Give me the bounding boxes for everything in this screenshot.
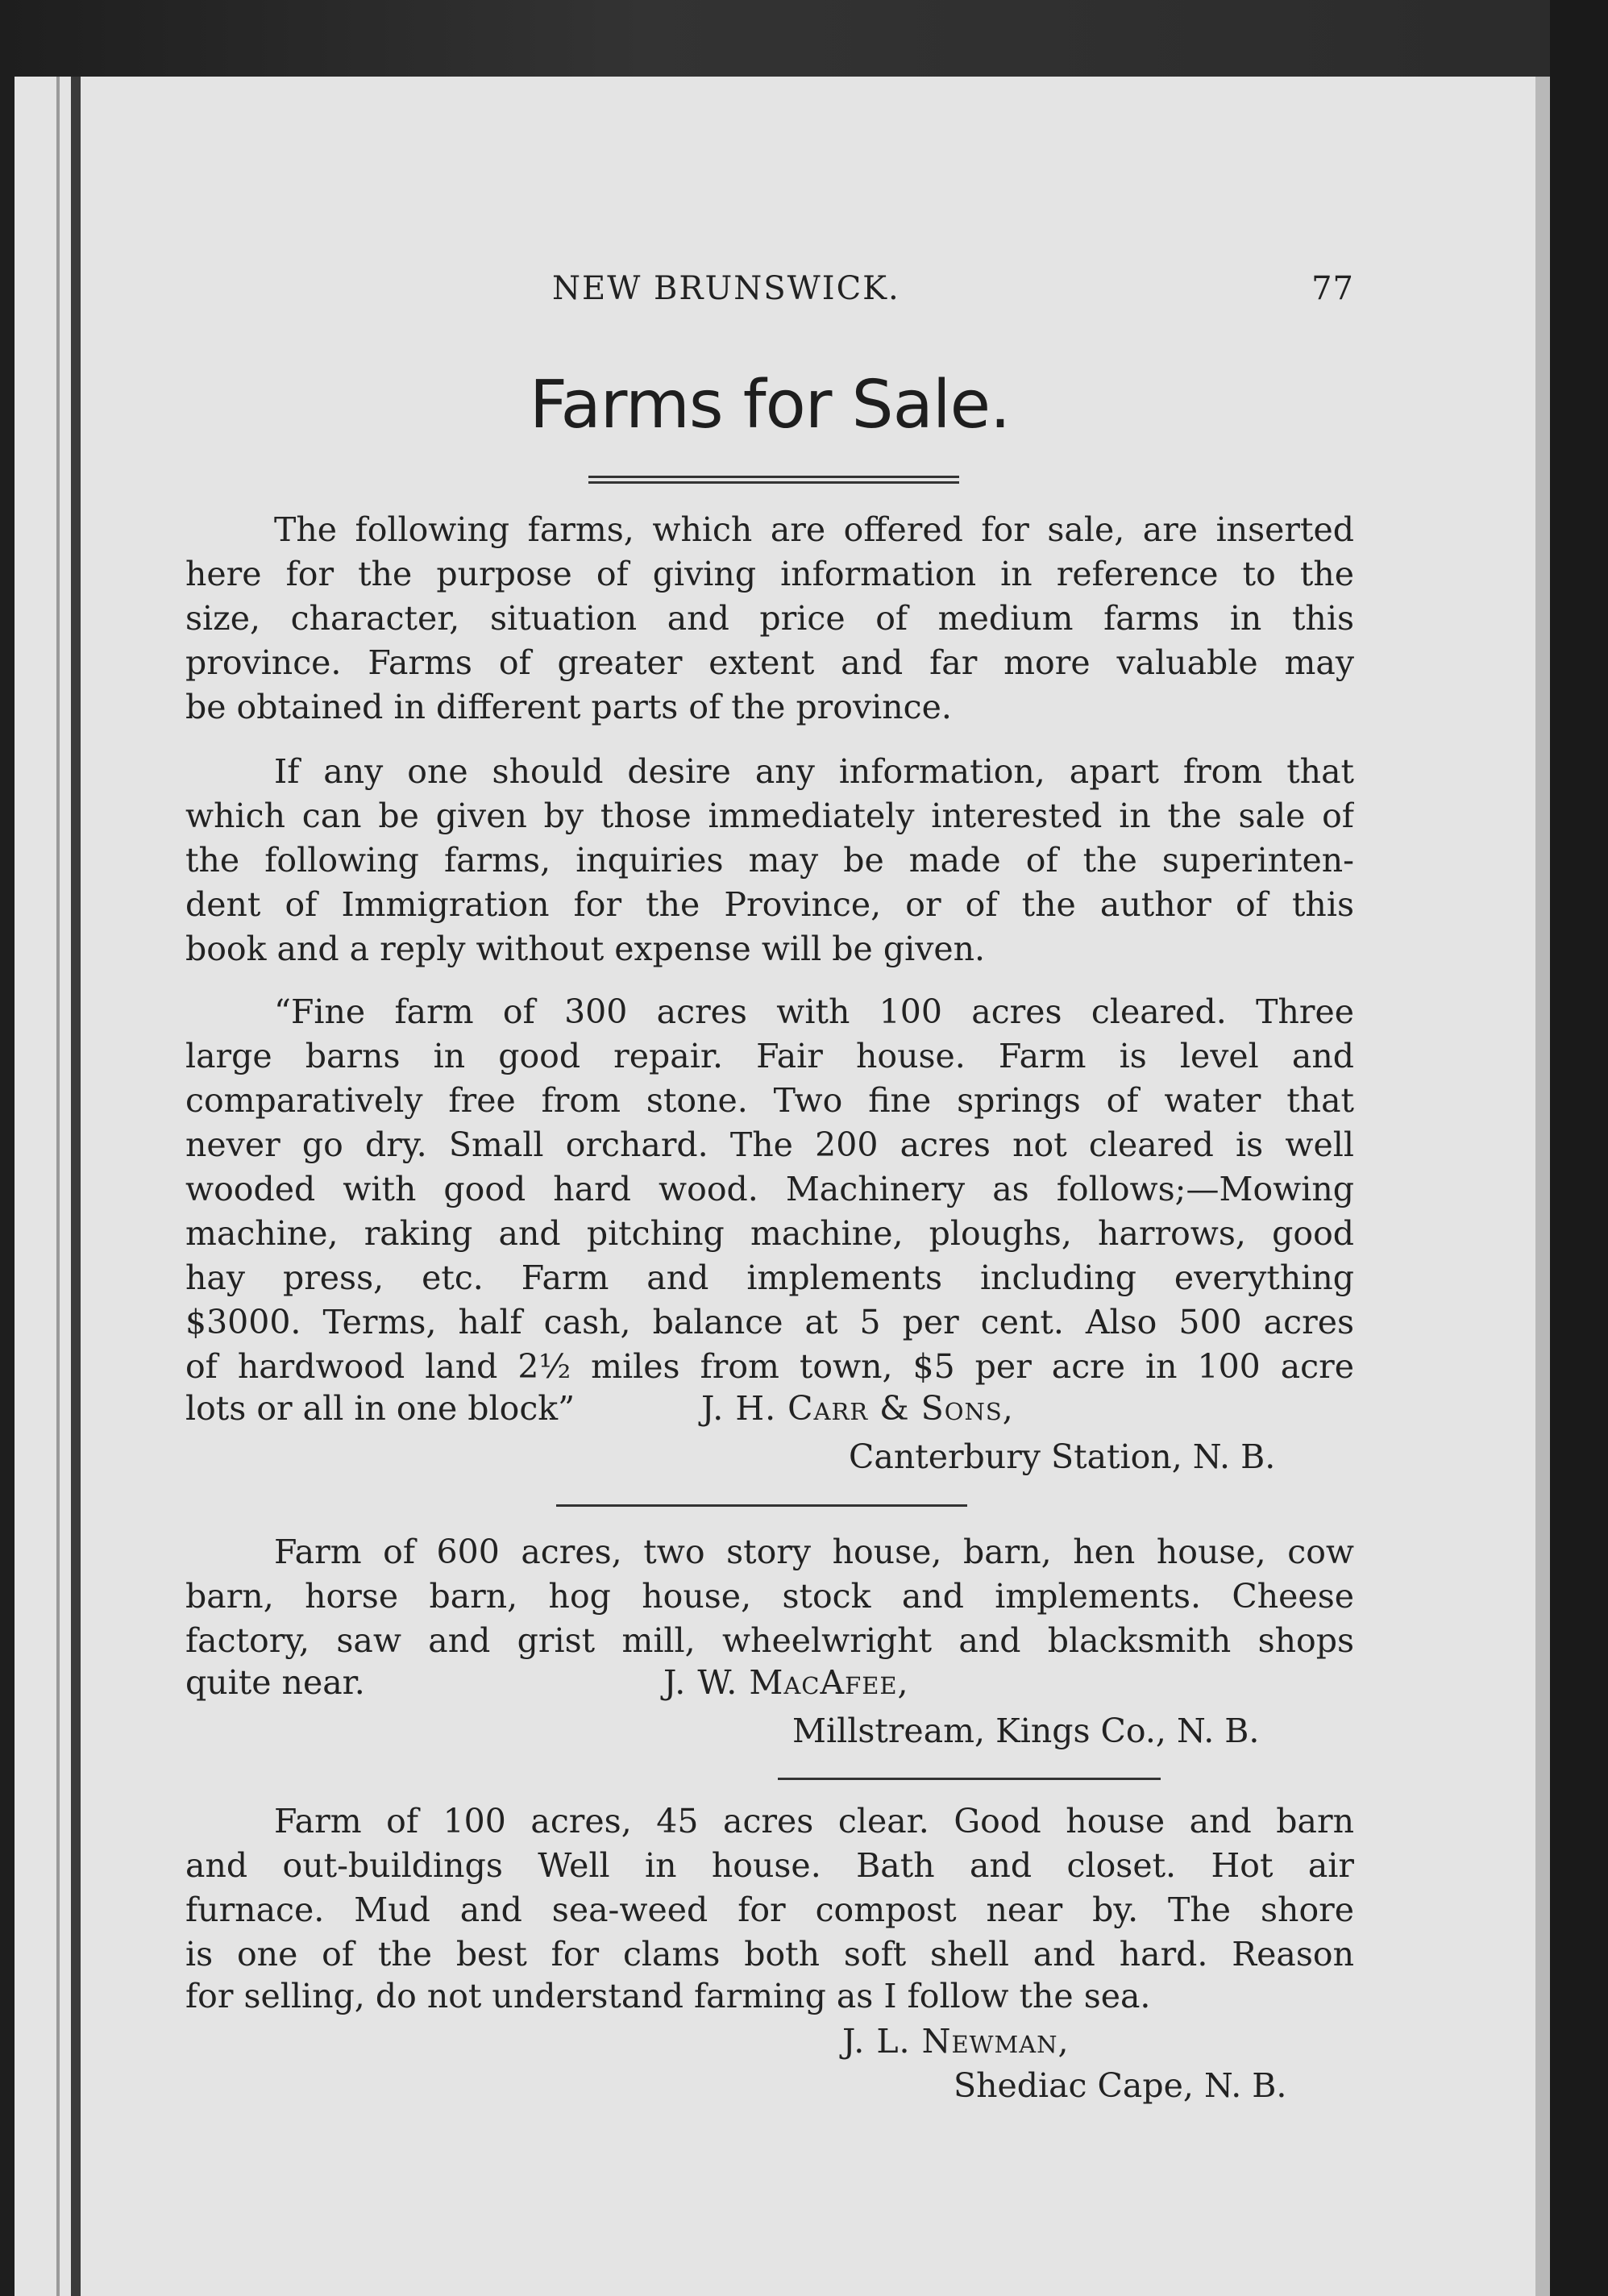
listing-separator: [556, 1504, 967, 1507]
text-line: Farm of 100 acres, 45 acres clear. Good house and barn: [274, 1802, 1354, 1841]
binding-edge-thin: [56, 77, 60, 2296]
text-line: large barns in good repair. Fair house. Farm is level and: [185, 1037, 1354, 1075]
text-line: dent of Immigration for the Province, or of the author of this: [185, 885, 1354, 924]
text-line: barn, horse barn, hog house, stock and implements. Cheese: [185, 1577, 1354, 1616]
text-line: machine, raking and pitching machine, ploughs, harrows, good: [185, 1214, 1354, 1253]
text-line: of hardwood land 2½ miles from town, $5 per acre in 100 acre: [185, 1347, 1354, 1386]
scan-border-right: [1550, 0, 1608, 2296]
text-line: wooded with good hard wood. Machinery as follows;—Mowing: [185, 1170, 1354, 1208]
text-line: here for the purpose of giving information in reference to the: [185, 555, 1354, 593]
text-line: province. Farms of greater extent and far more valuable may: [185, 643, 1354, 682]
text-line: comparatively free from stone. Two fine springs of water that: [185, 1081, 1354, 1120]
page-title: Farms for Sale.: [529, 367, 1011, 443]
text-line: the following farms, inquiries may be made of the superinten-: [185, 841, 1354, 880]
text-line: be obtained in different parts of the province.: [185, 688, 952, 726]
text-line: $3000. Terms, half cash, balance at 5 per cent. Also 500 acres: [185, 1303, 1354, 1341]
text-line: “Fine farm of 300 acres with 100 acres cleared. Three: [274, 992, 1354, 1031]
text-line: is one of the best for clams both soft shell and hard. Reason: [185, 1935, 1354, 1974]
intro-paragraph-1: [185, 508, 1354, 730]
text-line: and out-buildings Well in house. Bath and closet. Hot air: [185, 1846, 1354, 1885]
listing-1-location: Canterbury Station, N. B.: [849, 1437, 1276, 1476]
text-line: If any one should desire any information, apart from that: [274, 752, 1354, 791]
text-line: hay press, etc. Farm and implements including everything: [185, 1258, 1354, 1297]
text-line: never go dry. Small orchard. The 200 acres not cleared is well: [185, 1125, 1354, 1164]
text-line: size, character, situation and price of medium farms in this: [185, 599, 1354, 638]
text-line: Farm of 600 acres, two story house, barn, hen house, cow: [274, 1533, 1354, 1571]
listing-2-seller: J. W. MacAfee,: [663, 1663, 909, 1702]
intro-paragraph-2: [185, 750, 1354, 971]
running-head: [185, 270, 1354, 318]
text-line: book and a reply without expense will be given.: [185, 930, 986, 968]
text-line: The following farms, which are offered for sale, are inserted: [274, 510, 1354, 549]
listing-1: [185, 990, 1354, 1389]
listing-3-last-line: for selling, do not understand farming as I follow the sea.: [185, 1977, 1151, 2015]
text-line: which can be given by those immediately interested in the sale of: [185, 797, 1354, 835]
listing-2: [185, 1530, 1354, 1663]
listing-1-last-line: lots or all in one block”: [185, 1389, 575, 1428]
listing-2-location: Millstream, Kings Co., N. B.: [792, 1712, 1260, 1750]
title-double-rule: [588, 476, 959, 484]
running-head-section: NEW BRUNSWICK.: [552, 270, 900, 307]
listing-3: [185, 1799, 1354, 1977]
text-line: factory, saw and grist mill, wheelwright and blacksmith shops: [185, 1621, 1354, 1660]
text-line: furnace. Mud and sea-weed for compost near by. The shore: [185, 1890, 1354, 1929]
page-number: 77: [1311, 270, 1354, 307]
listing-3-location: Shediac Cape, N. B.: [954, 2066, 1287, 2105]
listing-1-seller: J. H. Carr & Sons,: [701, 1389, 1014, 1428]
listing-3-seller: J. L. Newman,: [842, 2022, 1070, 2061]
binding-edge: [71, 77, 81, 2296]
listing-separator: [778, 1778, 1161, 1780]
page-edge: [1535, 77, 1550, 2296]
listing-2-last-line: quite near.: [185, 1663, 365, 1702]
